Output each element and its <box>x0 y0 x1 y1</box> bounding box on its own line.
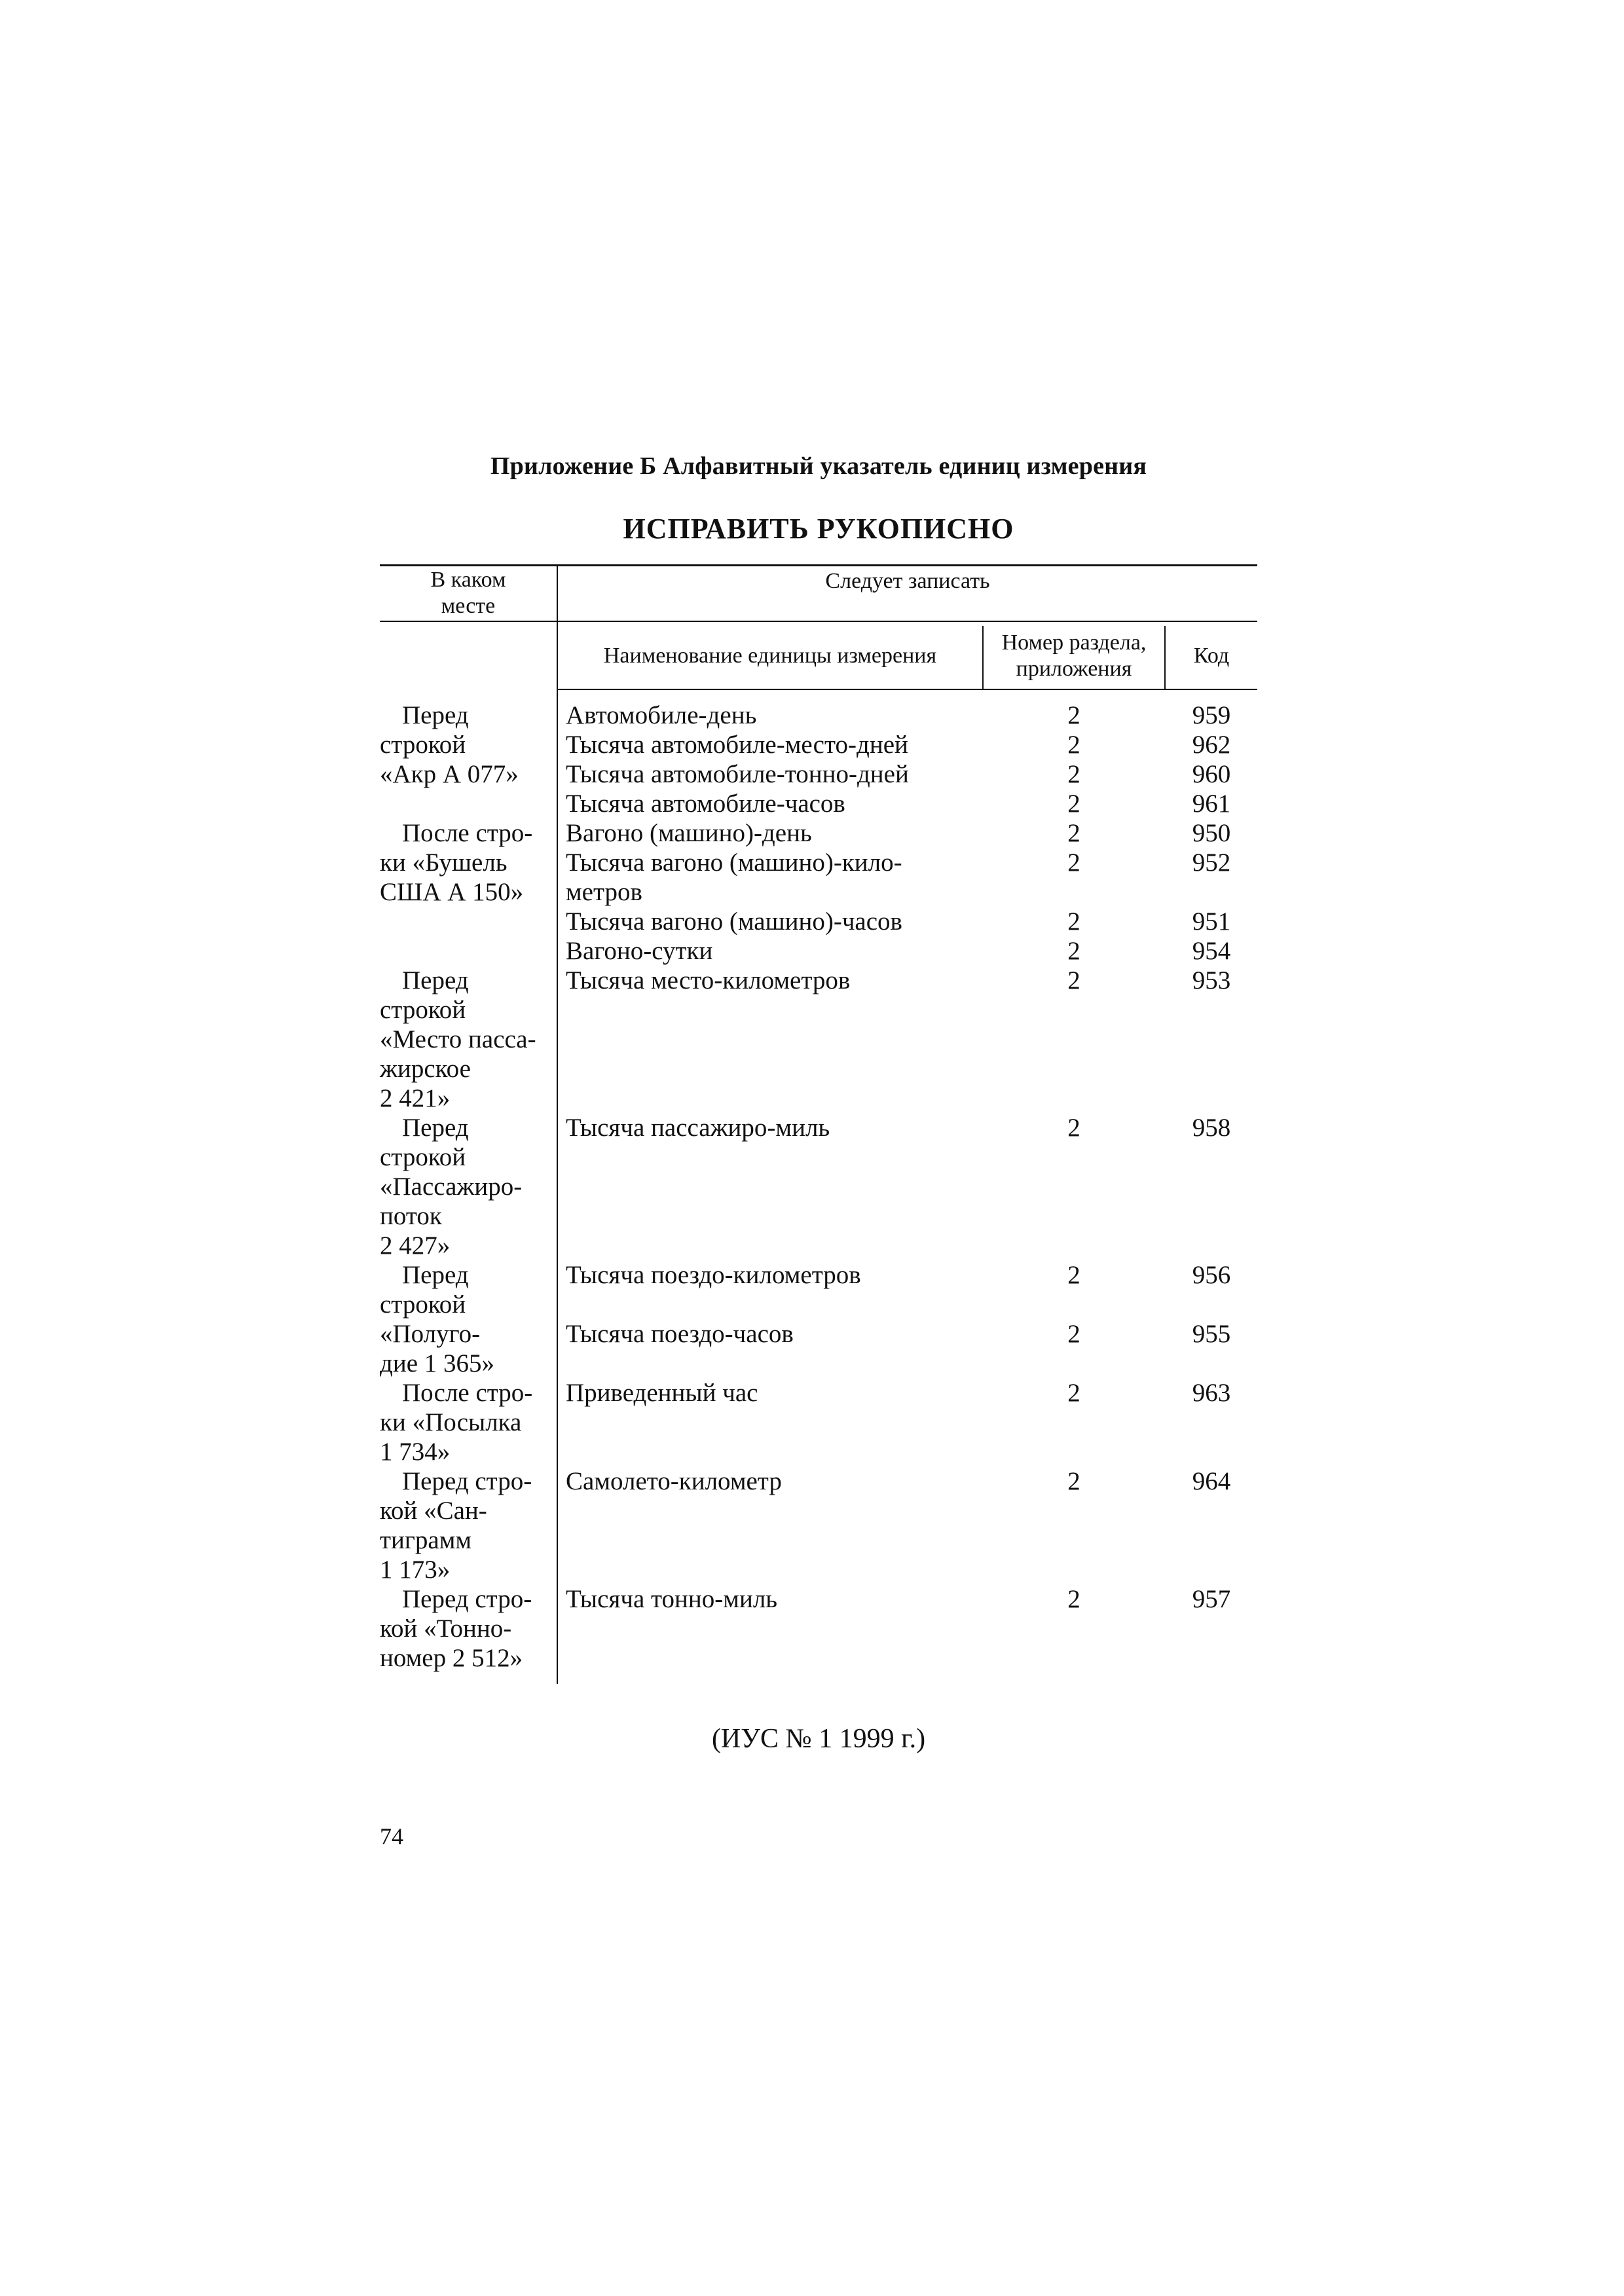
header-section-line-2: приложения <box>1016 657 1132 681</box>
place-line: тиграмм <box>380 1526 472 1554</box>
place-line: Перед <box>402 1261 469 1289</box>
place-line: поток <box>380 1202 442 1230</box>
header-section-line-1: Номер раздела, <box>1001 630 1147 655</box>
place-line: 2 427» <box>380 1231 451 1260</box>
section-number-cell: 2 <box>1067 1585 1080 1613</box>
section-number-cell: 2 <box>1067 731 1080 759</box>
unit-name-cell: Вагоно-сутки <box>566 937 713 965</box>
code-cell: 955 <box>1192 1320 1231 1348</box>
place-line: Перед <box>402 1114 469 1142</box>
unit-name-cell: Тысяча автомобиле-часов <box>566 790 845 818</box>
page-title: Приложение Б Алфавитный указатель единиц измерения <box>490 452 1147 480</box>
place-line: «Акр А 077» <box>380 760 519 788</box>
place-line: После стро- <box>402 819 533 847</box>
code-cell: 958 <box>1192 1114 1231 1142</box>
place-line: 2 421» <box>380 1084 451 1112</box>
unit-name-cell: Тысяча поездо-часов <box>566 1320 794 1348</box>
page-number: 74 <box>380 1823 403 1850</box>
header-write: Следует записать <box>825 569 990 593</box>
place-line: «Пассажиро- <box>380 1173 523 1201</box>
place-line: кой «Сан- <box>380 1497 487 1525</box>
header-bottom-rule <box>558 689 1257 690</box>
place-line: Перед <box>402 701 469 729</box>
place-line: «Место пасса- <box>380 1025 536 1053</box>
place-line: строкой <box>380 1290 466 1319</box>
place-line: номер 2 512» <box>380 1644 523 1672</box>
header-mid-rule <box>380 621 1257 622</box>
code-cell: 961 <box>1192 790 1231 818</box>
section-number-cell: 2 <box>1067 907 1080 936</box>
place-line: 1 173» <box>380 1556 451 1584</box>
code-cell: 952 <box>1192 848 1231 877</box>
unit-name-cell: Автомобиле-день <box>566 701 757 729</box>
code-cell: 962 <box>1192 731 1231 759</box>
header-place-line-2: месте <box>441 594 496 618</box>
place-cell <box>380 1467 545 1584</box>
unit-name-cell: Тысяча пассажиро-миль <box>566 1114 830 1142</box>
place-cell <box>380 701 545 789</box>
code-cell: 956 <box>1192 1261 1231 1289</box>
unit-name-cell: Приведенный час <box>566 1379 758 1407</box>
unit-name-cell: Самолето-километр <box>566 1467 782 1495</box>
code-cell: 954 <box>1192 937 1231 965</box>
section-number-cell: 2 <box>1067 819 1080 847</box>
code-cell: 953 <box>1192 966 1231 994</box>
place-line: США А 150» <box>380 878 524 906</box>
place-line: дие 1 365» <box>380 1349 495 1377</box>
section-number-cell: 2 <box>1067 1114 1080 1142</box>
page-subtitle: ИСПРАВИТЬ РУКОПИСНО <box>623 513 1014 545</box>
place-cell <box>380 1113 545 1260</box>
place-line: Перед стро- <box>402 1467 532 1495</box>
place-cell <box>380 818 545 907</box>
unit-name-cell: Тысяча поездо-километров <box>566 1261 861 1289</box>
table-top-rule <box>380 564 1257 566</box>
place-line: ки «Бушель <box>380 848 507 877</box>
place-line: После стро- <box>402 1379 533 1407</box>
code-cell: 964 <box>1192 1467 1231 1495</box>
place-line: строкой <box>380 1143 466 1171</box>
code-cell: 951 <box>1192 907 1231 936</box>
unit-name-cell: метров <box>566 878 642 906</box>
code-cell: 950 <box>1192 819 1231 847</box>
header-unit-name: Наименование единицы измерения <box>603 644 937 668</box>
place-line: ки «Посылка <box>380 1408 522 1436</box>
section-number-cell: 2 <box>1067 760 1080 788</box>
section-number-cell: 2 <box>1067 1467 1080 1495</box>
section-number-cell: 2 <box>1067 848 1080 877</box>
place-cell <box>380 966 545 1113</box>
section-number-cell: 2 <box>1067 701 1080 729</box>
corrections-table <box>380 564 1257 1684</box>
unit-name-cell: Тысяча вагоно (машино)-кило- <box>566 848 902 877</box>
place-cell <box>380 1584 545 1673</box>
header-section <box>984 630 1164 682</box>
place-line: строкой <box>380 996 466 1024</box>
place-line: 1 734» <box>380 1438 451 1466</box>
code-cell: 959 <box>1192 701 1231 729</box>
section-number-cell: 2 <box>1067 937 1080 965</box>
unit-name-cell: Тысяча место-километров <box>566 966 851 994</box>
unit-name-cell: Тысяча тонно-миль <box>566 1585 778 1613</box>
unit-name-cell: Тысяча автомобиле-место-дней <box>566 731 908 759</box>
header-place-line-1: В каком <box>430 568 506 592</box>
section-number-cell: 2 <box>1067 790 1080 818</box>
section-number-cell: 2 <box>1067 1379 1080 1407</box>
place-cell <box>380 1378 545 1467</box>
place-line: кой «Тонно- <box>380 1614 512 1643</box>
place-line: Перед стро- <box>402 1585 532 1613</box>
code-cell: 957 <box>1192 1585 1231 1613</box>
code-cell: 960 <box>1192 760 1231 788</box>
header-place <box>380 567 557 619</box>
footer-note: (ИУС № 1 1999 г.) <box>711 1724 926 1754</box>
place-line: строкой <box>380 731 466 759</box>
section-number-cell: 2 <box>1067 966 1080 994</box>
unit-name-cell: Тысяча автомобиле-тонно-дней <box>566 760 909 788</box>
section-number-cell: 2 <box>1067 1320 1080 1348</box>
place-line: Перед <box>402 966 469 994</box>
place-line: «Полуго- <box>380 1320 481 1348</box>
code-cell: 963 <box>1192 1379 1231 1407</box>
place-cell <box>380 1260 545 1378</box>
section-number-cell: 2 <box>1067 1261 1080 1289</box>
unit-name-cell: Тысяча вагоно (машино)-часов <box>566 907 902 936</box>
header-code: Код <box>1193 644 1230 668</box>
place-column-divider <box>557 564 558 1684</box>
unit-name-cell: Вагоно (машино)-день <box>566 819 812 847</box>
place-line: жирское <box>380 1055 471 1083</box>
